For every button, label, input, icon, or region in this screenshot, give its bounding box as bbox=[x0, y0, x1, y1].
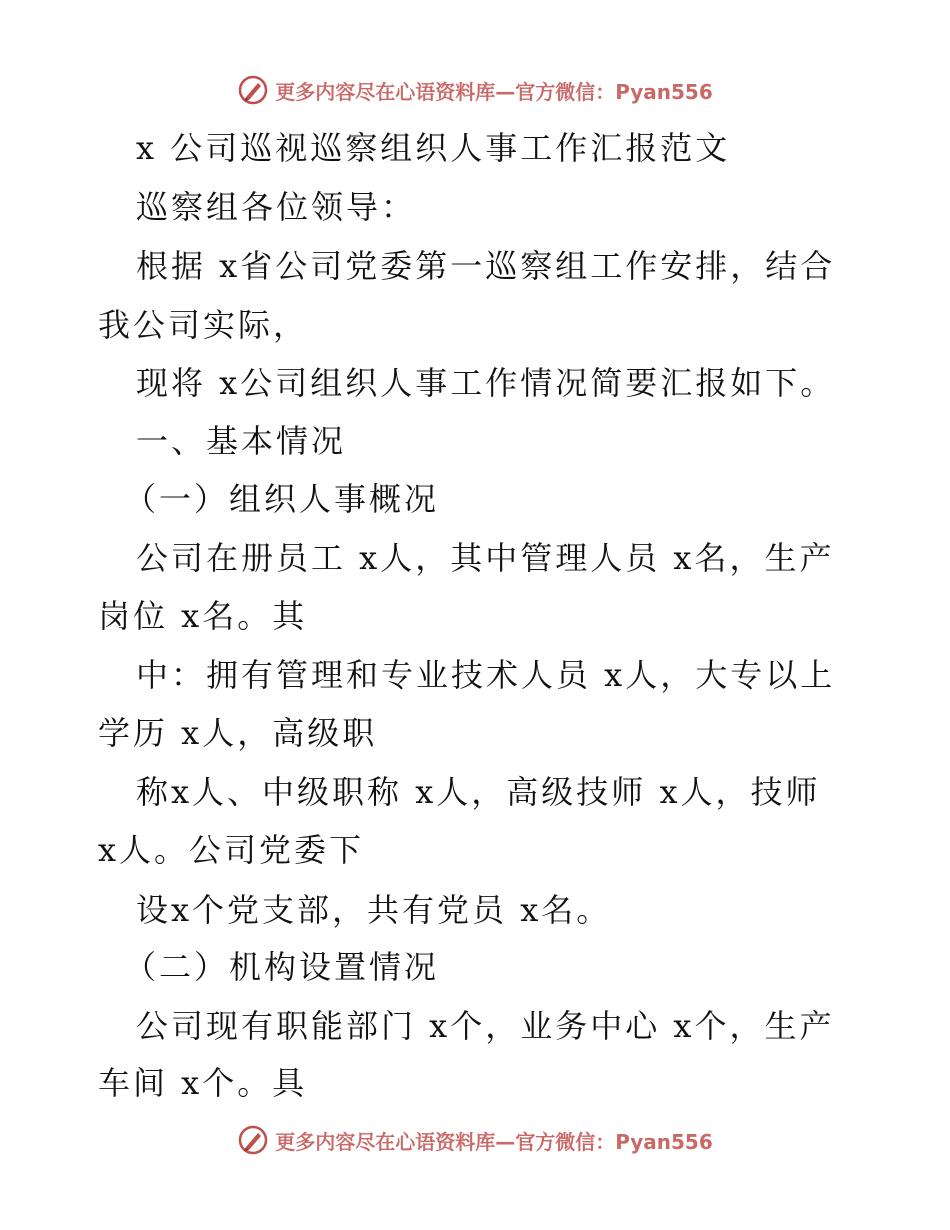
paragraph-line: 现将 x公司组织人事工作情况简要汇报如下。 bbox=[136, 364, 836, 402]
paragraph-line: 我公司实际， bbox=[98, 306, 309, 344]
watermark-text: 更多内容尽在心语资料库—官方微信：Pyan556 bbox=[275, 79, 713, 104]
watermark-text: 更多内容尽在心语资料库—官方微信：Pyan556 bbox=[275, 1129, 713, 1154]
paragraph-line: 公司现有职能部门 x个，业务中心 x个，生产 bbox=[136, 1007, 835, 1045]
subsection-heading: （二）机构设置情况 bbox=[124, 948, 440, 986]
paragraph-line: 称x人、中级职称 x人，高级技师 x人，技师 bbox=[136, 773, 821, 811]
subsection-heading: （一）组织人事概况 bbox=[124, 480, 440, 518]
paragraph-line: 中：拥有管理和专业技术人员 x人，大专以上 bbox=[136, 656, 836, 694]
paragraph-line: 根据 x省公司党委第一巡察组工作安排，结合 bbox=[136, 247, 836, 285]
document-title: x 公司巡视巡察组织人事工作汇报范文 bbox=[136, 129, 731, 167]
paragraph-line: x人。公司党委下 bbox=[98, 831, 365, 869]
section-heading: 一、基本情况 bbox=[136, 422, 347, 460]
salutation: 巡察组各位领导： bbox=[136, 188, 417, 226]
paragraph-line: 公司在册员工 x人，其中管理人员 x名，生产 bbox=[136, 539, 835, 577]
paragraph-line: 车间 x个。具 bbox=[98, 1064, 308, 1102]
paragraph-line: 学历 x人，高级职 bbox=[98, 714, 378, 752]
header-watermark bbox=[0, 70, 950, 110]
paragraph-line: 岗位 x名。其 bbox=[98, 597, 308, 635]
footer-watermark bbox=[0, 1120, 950, 1160]
pen-logo-icon bbox=[237, 74, 269, 106]
paragraph-line: 设x个党支部，共有党员 x名。 bbox=[136, 891, 612, 929]
pen-logo-icon bbox=[237, 1124, 269, 1156]
